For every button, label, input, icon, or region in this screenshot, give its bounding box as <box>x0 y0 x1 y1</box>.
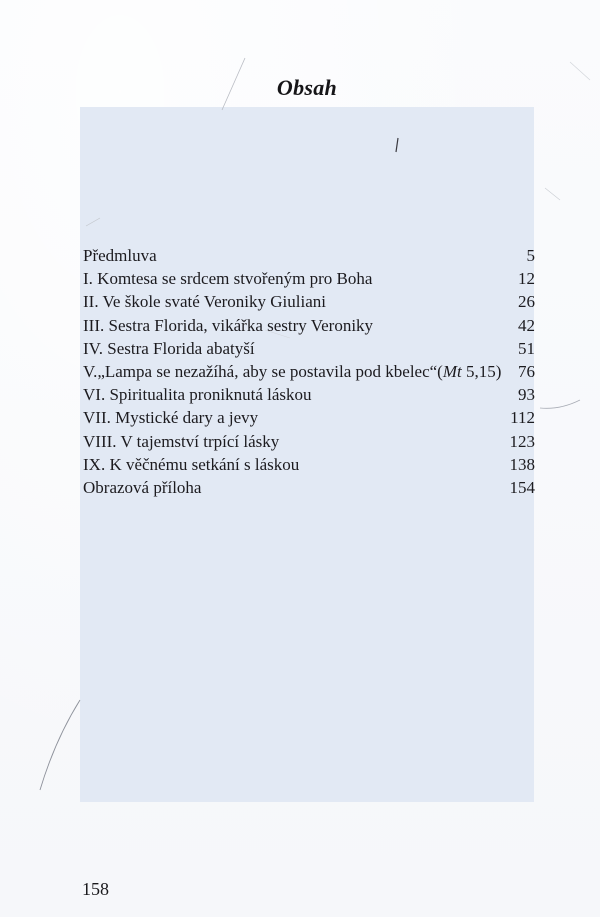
toc-entry <box>83 267 535 290</box>
toc-entry-page: 154 <box>509 477 535 497</box>
toc-entry-title: I. Komtesa se srdcem stvořeným pro Boha <box>83 269 373 289</box>
toc-entry-page: 42 <box>518 315 535 335</box>
toc-entry-title-reference: Mt <box>442 361 462 381</box>
toc-entry-page: 76 <box>518 361 535 381</box>
toc-entry-page: 51 <box>518 338 535 358</box>
toc-entry-title: II. Ve škole svaté Veroniky Giuliani <box>83 292 326 312</box>
toc-entry-title: VIII. V tajemství trpící lásky <box>83 431 280 451</box>
toc-entry <box>83 476 535 499</box>
toc-entry <box>83 360 535 383</box>
toc-entry-page: 12 <box>518 269 535 289</box>
toc-entry-page: 138 <box>509 454 535 474</box>
toc-entry-title: IX. K věčnému setkání s láskou <box>83 454 300 474</box>
toc-entry <box>83 244 535 267</box>
toc-entry <box>83 406 535 429</box>
toc-entry <box>83 290 535 313</box>
toc-entry-page: 26 <box>518 292 535 312</box>
toc-entry-title: IV. Sestra Florida abatyší <box>83 338 255 358</box>
toc-entry <box>83 314 535 337</box>
toc-entry <box>83 383 535 406</box>
toc-entry-title-end: 5,15) <box>461 361 502 381</box>
toc-entry-title: III. Sestra Florida, vikářka sestry Veroniky <box>83 315 374 335</box>
toc-entry-page: 112 <box>510 408 535 428</box>
table-of-contents <box>83 244 535 499</box>
page-number: 158 <box>82 879 109 899</box>
toc-entry-page: 123 <box>509 431 535 451</box>
toc-entry-title: VII. Mystické dary a jevy <box>83 408 259 428</box>
toc-entry-title <box>83 360 501 383</box>
toc-entry-title-start: V.„Lampa se nezažíhá, aby se postavila pod kbelec“( <box>83 361 443 381</box>
toc-entry-title: Obrazová příloha <box>83 477 202 497</box>
toc-entry <box>83 430 535 453</box>
toc-entry-page: 93 <box>518 385 535 405</box>
toc-entry <box>83 337 535 360</box>
toc-entry-title: Předmluva <box>83 246 157 265</box>
toc-entry-title: VI. Spiritualita proniknutá láskou <box>83 385 312 405</box>
toc-entry-page: 5 <box>526 246 535 265</box>
toc-entry <box>83 453 535 476</box>
contents-heading: Obsah <box>276 75 338 100</box>
